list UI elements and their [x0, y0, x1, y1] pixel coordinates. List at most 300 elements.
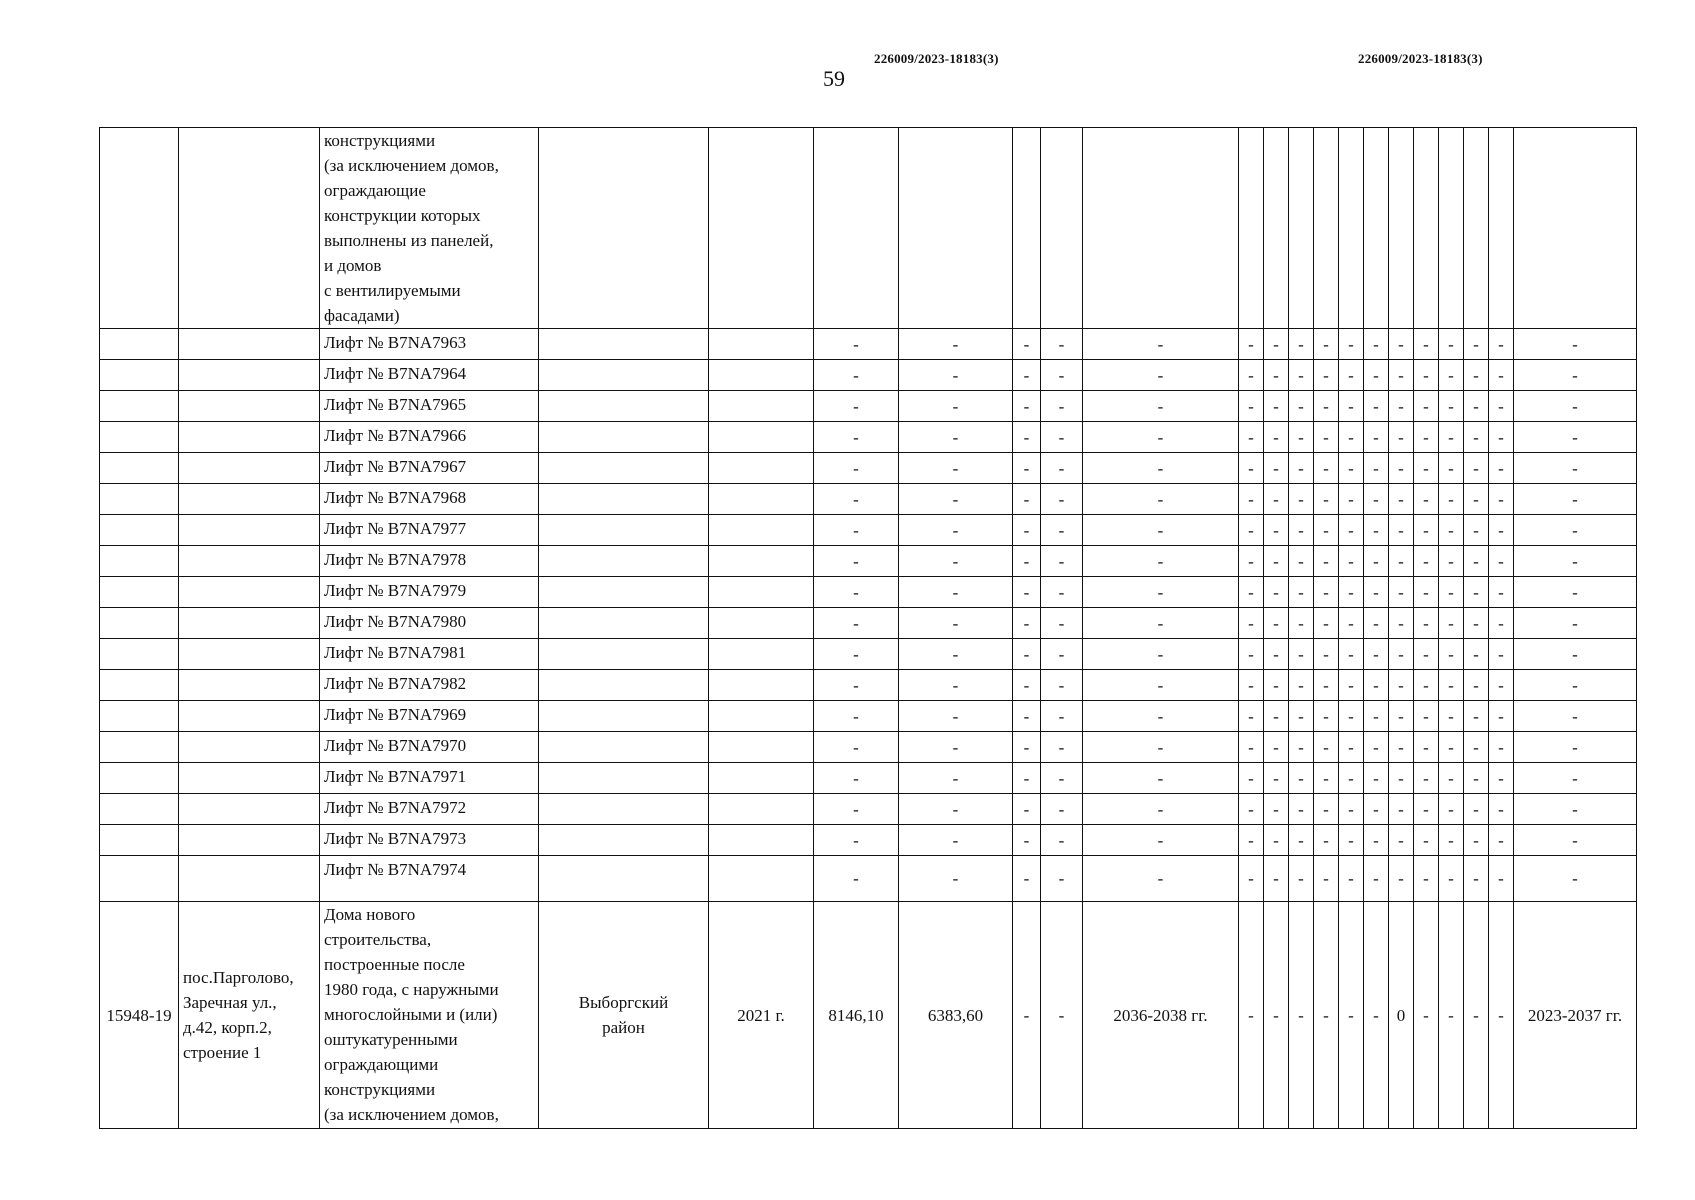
dash-cell: - — [1514, 794, 1637, 825]
dash-cell: - — [814, 422, 899, 453]
dash-cell: - — [1439, 577, 1464, 608]
lift-row — [100, 453, 1637, 484]
cell — [539, 453, 709, 484]
dash-cell: - — [1289, 484, 1314, 515]
dash-cell: - — [1314, 484, 1339, 515]
dash-cell: - — [1489, 732, 1514, 763]
dash-cell: - — [1439, 329, 1464, 360]
dash-cell: - — [1041, 546, 1083, 577]
dash-cell: - — [814, 670, 899, 701]
lift-name: Лифт № В7NА7981 — [320, 639, 539, 670]
dash-cell: - — [1083, 639, 1239, 670]
dash-cell: - — [1041, 484, 1083, 515]
dash-cell: - — [1239, 856, 1264, 902]
dash-cell: - — [1464, 577, 1489, 608]
building-id: 15948-19 — [100, 902, 179, 1129]
dash-cell: - — [1339, 732, 1364, 763]
dash-cell: - — [1364, 794, 1389, 825]
dash-cell: - — [1414, 825, 1439, 856]
lift-row — [100, 825, 1637, 856]
dash-cell: - — [1013, 670, 1041, 701]
cell — [179, 484, 320, 515]
dash-cell: - — [1264, 577, 1289, 608]
cell — [100, 732, 179, 763]
cell — [539, 794, 709, 825]
dash-cell: - — [1083, 701, 1239, 732]
dash-cell: - — [1464, 670, 1489, 701]
dash-cell: - — [1364, 484, 1389, 515]
dash-cell: - — [899, 422, 1013, 453]
lift-name: Лифт № В7NА7980 — [320, 608, 539, 639]
cell — [100, 329, 179, 360]
cell — [100, 484, 179, 515]
dash-cell: - — [1239, 608, 1264, 639]
dash-cell: - — [1389, 732, 1414, 763]
lift-row — [100, 422, 1637, 453]
cell — [179, 608, 320, 639]
dash-cell: - — [1083, 794, 1239, 825]
dash-cell: - — [1514, 856, 1637, 902]
lift-row — [100, 608, 1637, 639]
dash-cell: - — [1239, 360, 1264, 391]
dash-cell: - — [1339, 608, 1364, 639]
dash-cell: - — [1013, 453, 1041, 484]
dash-cell: - — [1514, 732, 1637, 763]
dash-cell: - — [814, 360, 899, 391]
dash-cell: - — [1314, 639, 1339, 670]
dash-cell: - — [1414, 701, 1439, 732]
cell — [100, 546, 179, 577]
dash-cell: - — [1439, 360, 1464, 391]
cell — [709, 391, 814, 422]
dash-cell: - — [1489, 701, 1514, 732]
cell — [539, 128, 709, 329]
dash-cell: - — [1464, 763, 1489, 794]
dash-cell: - — [1041, 453, 1083, 484]
dash-cell: - — [1339, 701, 1364, 732]
dash-cell: - — [1289, 670, 1314, 701]
dash-cell: - — [1489, 484, 1514, 515]
cell — [709, 794, 814, 825]
dash-cell: - — [1464, 794, 1489, 825]
dash-cell: - — [1264, 546, 1289, 577]
work-cell: - — [1289, 902, 1314, 1129]
dash-cell: - — [1041, 577, 1083, 608]
cell — [1414, 128, 1439, 329]
lift-name: Лифт № В7NА7968 — [320, 484, 539, 515]
cell — [1239, 128, 1264, 329]
cell — [539, 639, 709, 670]
dash-cell: - — [1339, 546, 1364, 577]
cell — [179, 701, 320, 732]
dash-cell: - — [1439, 422, 1464, 453]
dash-cell: - — [1289, 608, 1314, 639]
dash-cell: - — [1289, 360, 1314, 391]
cell — [709, 856, 814, 902]
cell — [539, 825, 709, 856]
cell — [179, 453, 320, 484]
dash-cell: - — [1364, 763, 1389, 794]
lift-row — [100, 763, 1637, 794]
cell — [100, 856, 179, 902]
cell — [709, 608, 814, 639]
cell — [539, 732, 709, 763]
dash-cell: - — [1339, 825, 1364, 856]
dash-cell: - — [1464, 701, 1489, 732]
work-cell: - — [1364, 902, 1389, 1129]
lift-name: Лифт № В7NА7969 — [320, 701, 539, 732]
cell — [1083, 128, 1239, 329]
dash-cell: - — [814, 763, 899, 794]
cell — [100, 515, 179, 546]
lift-name: Лифт № В7NА7973 — [320, 825, 539, 856]
dash-cell: - — [1083, 608, 1239, 639]
dash-cell: - — [1439, 825, 1464, 856]
cell — [1041, 128, 1083, 329]
dash-cell: - — [1289, 732, 1314, 763]
dash-cell: - — [1489, 639, 1514, 670]
dash-cell: - — [1439, 701, 1464, 732]
dash-cell: - — [1364, 670, 1389, 701]
dash-cell: - — [1489, 825, 1514, 856]
dash-cell: - — [1264, 453, 1289, 484]
building-address: пос.Парголово, Заречная ул., д.42, корп.2, строение 1 — [179, 902, 320, 1129]
dash-cell: - — [1239, 639, 1264, 670]
cell — [179, 546, 320, 577]
dash-cell: - — [1339, 856, 1364, 902]
dash-cell: - — [814, 794, 899, 825]
dash-cell: - — [1389, 639, 1414, 670]
cell — [709, 763, 814, 794]
dash-cell: - — [1464, 515, 1489, 546]
dash-cell: - — [1314, 608, 1339, 639]
lift-row — [100, 794, 1637, 825]
dash-cell: - — [1289, 794, 1314, 825]
dash-cell: - — [899, 360, 1013, 391]
dash-cell: - — [1464, 484, 1489, 515]
cell — [539, 670, 709, 701]
dash-cell: - — [1364, 391, 1389, 422]
dash-cell: - — [1239, 701, 1264, 732]
dash-cell: - — [1264, 422, 1289, 453]
lift-name: Лифт № В7NА7972 — [320, 794, 539, 825]
cell — [709, 422, 814, 453]
cell — [539, 515, 709, 546]
dash-cell: - — [1264, 329, 1289, 360]
cell — [709, 484, 814, 515]
dash-cell: - — [899, 856, 1013, 902]
dash-cell: - — [1389, 794, 1414, 825]
cell — [539, 608, 709, 639]
cell — [539, 484, 709, 515]
dash-cell: - — [1013, 856, 1041, 902]
cell — [539, 422, 709, 453]
dash-cell: - — [1414, 763, 1439, 794]
cell — [539, 856, 709, 902]
dash-cell: - — [1414, 484, 1439, 515]
dash-cell: - — [1389, 515, 1414, 546]
dash-cell: - — [1514, 608, 1637, 639]
cell — [179, 732, 320, 763]
lift-row — [100, 670, 1637, 701]
dash-cell: - — [899, 577, 1013, 608]
dash-cell: - — [1013, 732, 1041, 763]
dash-cell: - — [814, 329, 899, 360]
dash-cell: - — [899, 391, 1013, 422]
cell — [709, 670, 814, 701]
dash-cell: - — [1514, 484, 1637, 515]
dash-cell: - — [1013, 515, 1041, 546]
dash-cell: - — [1314, 546, 1339, 577]
dash-cell: - — [1439, 546, 1464, 577]
dash-cell: - — [1364, 515, 1389, 546]
dash-cell: - — [814, 608, 899, 639]
dash-cell: - — [1414, 515, 1439, 546]
lift-name: Лифт № В7NА7978 — [320, 546, 539, 577]
cell — [709, 825, 814, 856]
dash-cell: - — [899, 453, 1013, 484]
dash-cell: - — [1264, 515, 1289, 546]
cell — [709, 577, 814, 608]
dash-cell: - — [1489, 608, 1514, 639]
cell — [179, 577, 320, 608]
building-final-period: 2023-2037 гг. — [1514, 902, 1637, 1129]
building-year: 2021 г. — [709, 902, 814, 1129]
dash-cell: - — [1439, 453, 1464, 484]
dash-cell: - — [1514, 422, 1637, 453]
dash-cell: - — [1041, 422, 1083, 453]
dash-cell: - — [1489, 763, 1514, 794]
dash-cell: - — [1414, 546, 1439, 577]
dash-cell: - — [1041, 360, 1083, 391]
doc-number-center: 226009/2023-18183(3) — [874, 51, 999, 66]
cell — [100, 128, 179, 329]
dash-cell: - — [814, 546, 899, 577]
dash-cell: - — [1514, 391, 1637, 422]
dash-cell: - — [1414, 422, 1439, 453]
dash-cell: - — [1464, 453, 1489, 484]
dash-cell: - — [1439, 763, 1464, 794]
building-description: Дома нового строительства, построенные после 1980 года, с наружными многослойными и (или) оштукатуренными ограждающими конструкциями (за исключением домов, — [320, 902, 539, 1129]
dash-cell: - — [1289, 391, 1314, 422]
dash-cell: - — [1314, 391, 1339, 422]
work-cell: - — [1464, 902, 1489, 1129]
dash-cell: - — [899, 608, 1013, 639]
dash-cell: - — [1013, 763, 1041, 794]
dash-cell: - — [1389, 856, 1414, 902]
dash-cell: - — [1041, 701, 1083, 732]
cell — [1264, 128, 1289, 329]
dash-cell: - — [1339, 484, 1364, 515]
dash-cell: - — [1083, 391, 1239, 422]
dash-cell: - — [1339, 329, 1364, 360]
lift-name: Лифт № В7NА7979 — [320, 577, 539, 608]
lift-row — [100, 391, 1637, 422]
dash-cell: - — [1389, 701, 1414, 732]
cell — [179, 639, 320, 670]
cell — [100, 391, 179, 422]
dash-cell: - — [1041, 391, 1083, 422]
dash-cell: - — [1514, 639, 1637, 670]
dash-cell: - — [1239, 515, 1264, 546]
cell — [709, 453, 814, 484]
dash-cell: - — [1414, 794, 1439, 825]
dash-cell: - — [1514, 360, 1637, 391]
dash-cell: - — [899, 484, 1013, 515]
dash-cell: - — [1464, 639, 1489, 670]
work-cell: - — [1264, 902, 1289, 1129]
dash-cell: - — [1439, 732, 1464, 763]
dash-cell: - — [1439, 856, 1464, 902]
dash-cell: - — [1239, 732, 1264, 763]
dash-cell: - — [1239, 329, 1264, 360]
building-district: Выборгский район — [539, 902, 709, 1129]
building-period: 2036-2038 гг. — [1083, 902, 1239, 1129]
dash-cell: - — [1289, 701, 1314, 732]
dash-cell: - — [1364, 608, 1389, 639]
work-cell: - — [1489, 902, 1514, 1129]
dash-cell: - — [1464, 329, 1489, 360]
dash-cell: - — [1364, 856, 1389, 902]
dash-cell: - — [1414, 453, 1439, 484]
dash-cell: - — [1314, 670, 1339, 701]
dash-cell: - — [814, 732, 899, 763]
dash-cell: - — [1339, 763, 1364, 794]
dash-cell: - — [1264, 670, 1289, 701]
cell — [1489, 128, 1514, 329]
dash-cell: - — [1083, 670, 1239, 701]
dash-cell: - — [1514, 453, 1637, 484]
lift-name: Лифт № В7NА7971 — [320, 763, 539, 794]
cell — [179, 329, 320, 360]
lift-name: Лифт № В7NА7967 — [320, 453, 539, 484]
dash-cell: - — [1264, 732, 1289, 763]
dash-cell: - — [1264, 360, 1289, 391]
dash-cell: - — [1239, 763, 1264, 794]
dash-cell: - — [1414, 360, 1439, 391]
dash-cell: - — [1289, 577, 1314, 608]
cell — [100, 577, 179, 608]
dash-cell: - — [1489, 546, 1514, 577]
cell — [709, 515, 814, 546]
dash-cell: - — [1464, 856, 1489, 902]
dash-cell: - — [1013, 329, 1041, 360]
dash-cell: - — [1264, 701, 1289, 732]
dash-cell: - — [814, 825, 899, 856]
dash-cell: - — [1489, 515, 1514, 546]
dash-cell: - — [1083, 329, 1239, 360]
dash-cell: - — [1289, 639, 1314, 670]
lift-name: Лифт № В7NА7974 — [320, 856, 539, 902]
cell — [539, 329, 709, 360]
cell — [100, 825, 179, 856]
dash-cell: - — [1364, 329, 1389, 360]
dash-cell: - — [1439, 639, 1464, 670]
dash-cell: - — [814, 391, 899, 422]
lift-name: Лифт № В7NА7965 — [320, 391, 539, 422]
work-cell: - — [1414, 902, 1439, 1129]
lift-row — [100, 515, 1637, 546]
dash-cell: - — [1013, 608, 1041, 639]
dash-cell: - — [1364, 825, 1389, 856]
housing-register-table — [99, 127, 1637, 1129]
dash-cell: - — [1339, 515, 1364, 546]
cell — [709, 546, 814, 577]
dash-cell: - — [814, 639, 899, 670]
lift-row — [100, 577, 1637, 608]
lift-row — [100, 360, 1637, 391]
cell — [709, 329, 814, 360]
dash-cell: - — [1464, 732, 1489, 763]
dash-cell: - — [1389, 391, 1414, 422]
dash-cell: - — [1083, 763, 1239, 794]
dash-cell: - — [1489, 360, 1514, 391]
dash-cell: - — [1041, 856, 1083, 902]
dash-cell: - — [1239, 453, 1264, 484]
dash-cell: - — [1489, 577, 1514, 608]
dash-cell: - — [1041, 639, 1083, 670]
lift-name: Лифт № В7NА7963 — [320, 329, 539, 360]
dash-cell: - — [1314, 453, 1339, 484]
dash-cell: - — [1314, 360, 1339, 391]
lift-row — [100, 856, 1637, 902]
dash-cell: - — [1013, 701, 1041, 732]
dash-cell: - — [1041, 608, 1083, 639]
dash-cell: - — [1439, 794, 1464, 825]
dash-cell: - — [1289, 515, 1314, 546]
dash-cell: - — [814, 701, 899, 732]
dash-cell: - — [814, 515, 899, 546]
dash-cell: - — [1013, 639, 1041, 670]
dash-cell: - — [1464, 422, 1489, 453]
cell — [100, 794, 179, 825]
dash-cell: - — [1389, 422, 1414, 453]
dash-cell: - — [1514, 546, 1637, 577]
dash-cell: - — [1083, 732, 1239, 763]
dash-cell: - — [1289, 825, 1314, 856]
dash-cell: - — [1364, 546, 1389, 577]
dash-cell: - — [1041, 670, 1083, 701]
cell — [539, 763, 709, 794]
cell — [709, 732, 814, 763]
work-cell: 0 — [1389, 902, 1414, 1129]
dash-cell: - — [1314, 825, 1339, 856]
lift-row — [100, 546, 1637, 577]
dash-cell: - — [1514, 515, 1637, 546]
dash-cell: - — [1264, 608, 1289, 639]
dash-cell: - — [1013, 546, 1041, 577]
cell — [179, 515, 320, 546]
dash-cell: - — [1339, 670, 1364, 701]
dash-cell: - — [899, 670, 1013, 701]
dash-cell: - — [1013, 391, 1041, 422]
cell — [1464, 128, 1489, 329]
dash-cell: - — [1414, 732, 1439, 763]
cell — [100, 453, 179, 484]
dash-cell: - — [1083, 360, 1239, 391]
dash-cell: - — [1514, 763, 1637, 794]
lift-name: Лифт № В7NА7977 — [320, 515, 539, 546]
page-number: 59 — [823, 66, 845, 91]
dash-cell: - — [1013, 360, 1041, 391]
cell — [100, 670, 179, 701]
cell — [1314, 128, 1339, 329]
cell — [1013, 128, 1041, 329]
continuation-row — [100, 128, 1637, 329]
work-cell: - — [1339, 902, 1364, 1129]
dash-cell: - — [1489, 329, 1514, 360]
dash-cell: - — [1389, 763, 1414, 794]
